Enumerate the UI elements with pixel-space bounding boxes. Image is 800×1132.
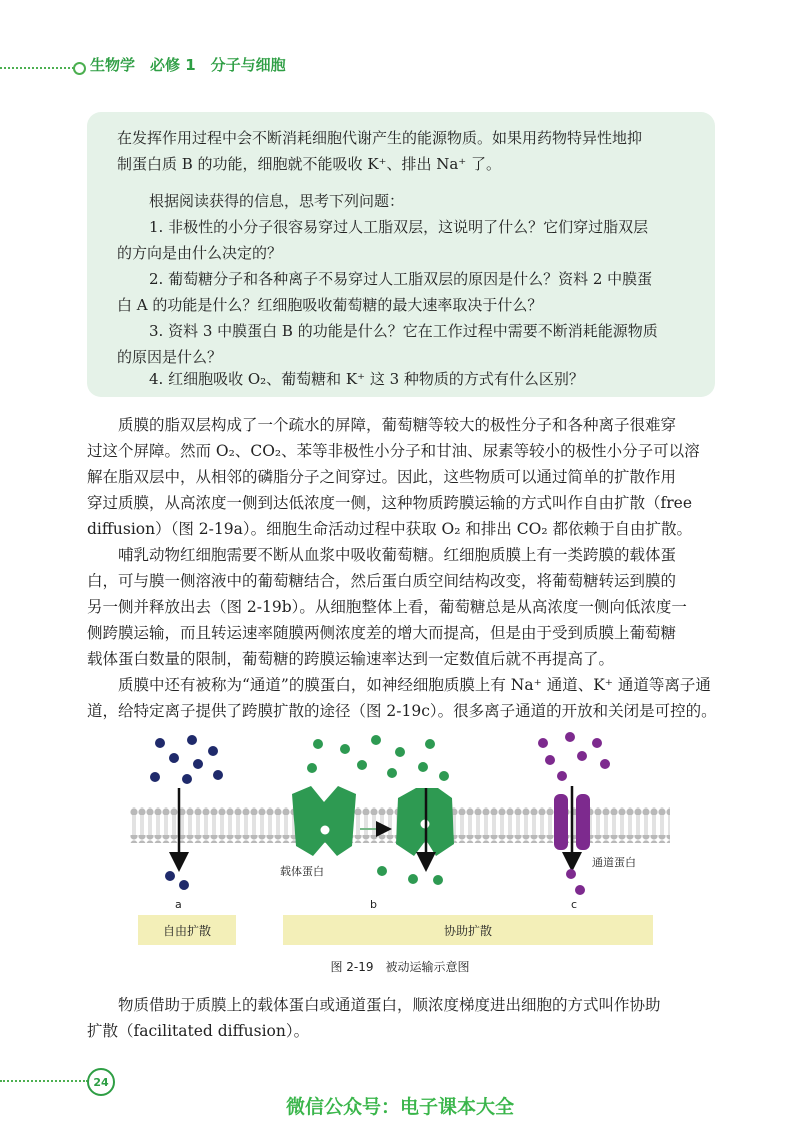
panel-label-a: a (175, 898, 182, 911)
panel-label-b: b (370, 898, 377, 911)
box-line: 2. 葡萄糖分子和各种离子不易穿过人工脂双层的原因是什么？资料 2 中膜蛋 (149, 270, 653, 288)
body-line: 白，可与膜一侧溶液中的葡萄糖结合，然后蛋白质空间结构改变，将葡萄糖转运到膜的 (87, 572, 677, 590)
footer-dotted-line (0, 1080, 88, 1082)
carrier-protein-label: 载体蛋白 (280, 865, 324, 878)
reading-box (87, 112, 715, 397)
header-ring-icon (73, 62, 86, 75)
box-line: 4. 红细胞吸收 O₂、葡萄糖和 K⁺ 这 3 种物质的方式有什么区别？ (149, 370, 584, 388)
free-diffusion-band: 自由扩散 (138, 915, 236, 945)
closing-line: 扩散（facilitated diffusion）。 (87, 1022, 310, 1040)
passive-transport-figure (130, 728, 670, 950)
body-line: 另一侧并释放出去（图 2-19b）。从细胞整体上看，葡萄糖总是从高浓度一侧向低浓度一 (87, 598, 687, 616)
body-line: 道，给特定离子提供了跨膜扩散的途径（图 2-19c）。很多离子通道的开放和关闭是可控的。 (87, 702, 717, 720)
facilitated-diffusion-band: 协助扩散 (283, 915, 653, 945)
book-title: 生物学 必修 1 分子与细胞 (90, 56, 286, 74)
box-line: 1. 非极性的小分子很容易穿过人工脂双层，这说明了什么？它们穿过脂双层 (149, 218, 649, 236)
panel-label-c: c (571, 898, 578, 911)
box-line: 白 A 的功能是什么？红细胞吸收葡萄糖的最大速率取决于什么？ (117, 296, 543, 314)
header-dotted-line (0, 67, 78, 69)
body-line: 质膜的脂双层构成了一个疏水的屏障，葡萄糖等较大的极性分子和各种离子很难穿 (118, 416, 677, 434)
body-line: 解在脂双层中，从相邻的磷脂分子之间穿过。因此，这些物质可以通过简单的扩散作用 (87, 468, 677, 486)
closing-line: 物质借助于质膜上的载体蛋白或通道蛋白，顺浓度梯度进出细胞的方式叫作协助 (118, 996, 661, 1014)
body-line: 穿过质膜，从高浓度一侧到达低浓度一侧，这种物质跨膜运输的方式叫作自由扩散（free (87, 494, 692, 512)
figure-caption: 图 2-19 被动运输示意图 (330, 960, 470, 974)
box-line: 3. 资料 3 中膜蛋白 B 的功能是什么？它在工作过程中需要不断消耗能源物质 (149, 322, 658, 340)
box-line: 在发挥作用过程中会不断消耗细胞代谢产生的能源物质。如果用药物特异性地抑 (117, 129, 643, 147)
wechat-footer: 微信公众号：电子课本大全 (285, 1096, 514, 1118)
box-line: 的原因是什么？ (117, 348, 223, 366)
body-line: diffusion）（图 2-19a）。细胞生命活动过程中获取 O₂ 和排出 CO₂ 都依赖于自由扩散。 (87, 520, 693, 538)
body-line: 哺乳动物红细胞需要不断从血浆中吸收葡萄糖。红细胞质膜上有一类跨膜的载体蛋 (118, 546, 677, 564)
membrane-diagram (130, 728, 670, 913)
box-line: 根据阅读获得的信息，思考下列问题： (149, 192, 405, 210)
page-number: 24 (87, 1068, 115, 1096)
box-line: 的方向是由什么决定的？ (117, 244, 283, 262)
body-line: 质膜中还有被称为“通道”的膜蛋白，如神经细胞质膜上有 Na⁺ 通道、K⁺ 通道等离子通 (118, 676, 711, 694)
box-line: 制蛋白质 B 的功能，细胞就不能吸收 K⁺、排出 Na⁺ 了。 (117, 155, 501, 173)
channel-protein-label: 通道蛋白 (592, 856, 636, 869)
body-line: 过这个屏障。然而 O₂、CO₂、苯等非极性小分子和甘油、尿素等较小的极性小分子可以溶 (87, 442, 700, 460)
body-line: 载体蛋白数量的限制，葡萄糖的跨膜运输速率达到一定数值后就不再提高了。 (87, 650, 615, 668)
body-line: 侧跨膜运输，而且转运速率随膜两侧浓度差的增大而提高，但是由于受到质膜上葡萄糖 (87, 624, 677, 642)
